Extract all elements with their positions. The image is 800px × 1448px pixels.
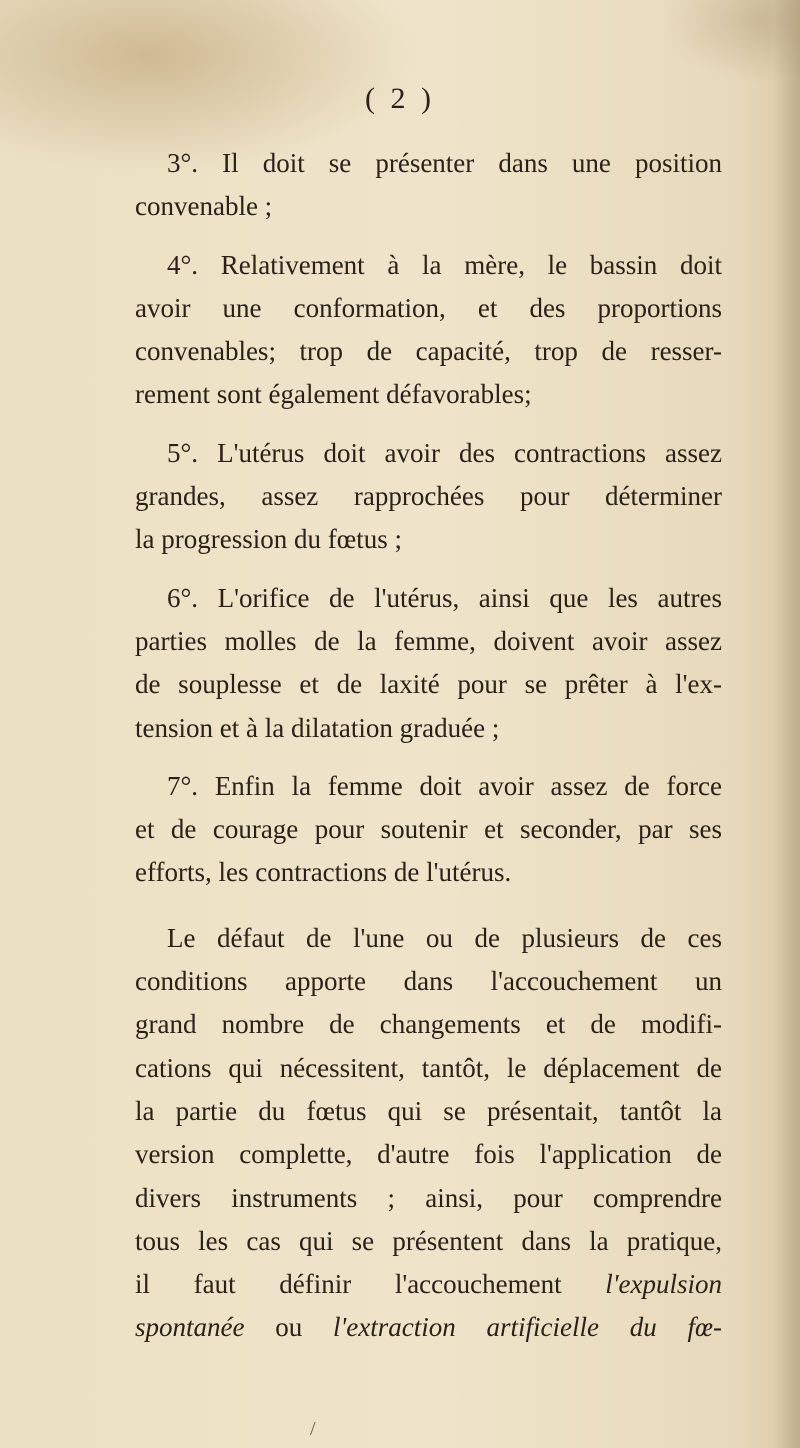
text-line: 4°. Relativement à la mère, le bassin doit	[167, 249, 722, 280]
text-line: convenables; trop de capacité, trop de resser-	[135, 336, 722, 367]
text-line: la partie du fœtus qui se présentait, tantôt la	[135, 1095, 722, 1126]
text-line: de souplesse et de laxité pour se prêter à l'ex-	[135, 669, 722, 700]
paragraph-7	[135, 765, 722, 895]
text-line: tous les cas qui se présentent dans la pratique,	[135, 1225, 722, 1256]
italic-term: l'expulsion	[605, 1269, 722, 1300]
body-text	[135, 142, 722, 1350]
page-number: ( 2 )	[365, 82, 435, 115]
text-line: et de courage pour soutenir et seconder, par ses	[135, 814, 722, 845]
text-segment: ou	[275, 1312, 303, 1343]
text-line: tension et à la dilatation graduée ;	[135, 712, 500, 743]
text-line-mixed	[135, 1306, 722, 1349]
text-line: grand nombre de changements et de modifi-	[135, 1009, 722, 1040]
paragraph-3	[135, 142, 722, 229]
text-line: grandes, assez rapprochées pour déterminer	[135, 481, 722, 512]
paragraph-6	[135, 577, 722, 750]
text-line: rement sont également défavorables;	[135, 379, 532, 410]
text-line: divers instruments ; ainsi, pour comprendre	[135, 1182, 722, 1213]
text-line: avoir une conformation, et des proportions	[135, 292, 722, 323]
page-edge-shadow	[774, 0, 800, 1448]
paragraph-4	[135, 244, 722, 417]
paragraph-5	[135, 432, 722, 562]
text-line: convenable ;	[135, 191, 273, 222]
text-line: parties molles de la femme, doivent avoir assez	[135, 625, 722, 656]
text-line: efforts, les contractions de l'utérus.	[135, 857, 512, 888]
text-line: 7°. Enfin la femme doit avoir assez de force	[167, 770, 722, 801]
paragraph-defaut	[135, 917, 722, 1350]
text-line: Le défaut de l'une ou de plusieurs de ces	[167, 922, 722, 953]
text-segment: il faut définir l'accouchement	[135, 1269, 562, 1300]
text-line: conditions apporte dans l'accouchement un	[135, 966, 722, 997]
text-line: 5°. L'utérus doit avoir des contractions assez	[167, 437, 722, 468]
text-line-mixed	[135, 1263, 722, 1306]
italic-term: spontanée	[135, 1312, 245, 1343]
italic-term: l'extraction artificielle du fœ-	[333, 1312, 723, 1343]
text-line: 6°. L'orifice de l'utérus, ainsi que les autres	[167, 582, 722, 613]
text-line: 3°. Il doit se présenter dans une position	[167, 148, 722, 178]
stray-pen-mark: /	[310, 1418, 316, 1440]
text-line: cations qui nécessitent, tantôt, le déplacement de	[135, 1052, 722, 1083]
text-line: version complette, d'autre fois l'application de	[135, 1139, 722, 1170]
text-line: la progression du fœtus ;	[135, 524, 402, 555]
